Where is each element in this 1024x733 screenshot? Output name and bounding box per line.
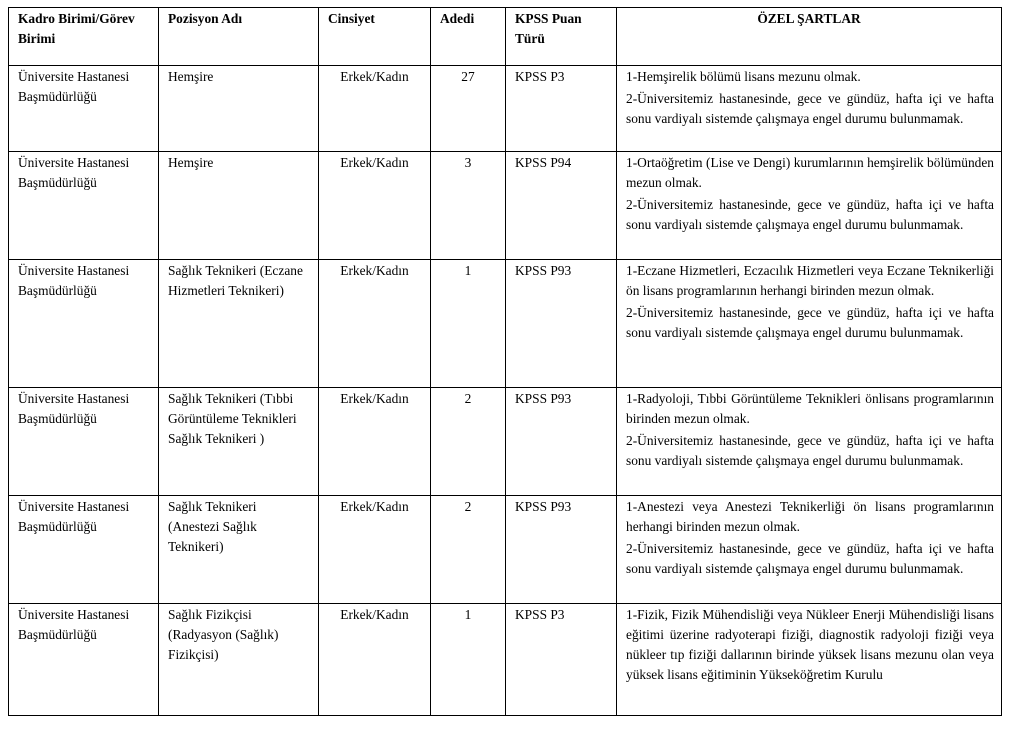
table-row (9, 260, 1002, 388)
count-cell: 1 (431, 604, 506, 716)
gender-cell: Erkek/Kadın (319, 152, 431, 260)
kpss-cell: KPSS P94 (506, 152, 617, 260)
gender-cell: Erkek/Kadın (319, 388, 431, 496)
condition-item: 1-Fizik, Fizik Mühendisliği veya Nükleer Enerji Mühendisliği lisans eğitimi üzerine radyoterapi fiziği, diagnostik radyoloji fiziği veya nükleer tıp fiziği dallarının birinde yüksek lisans mezunu olan veya yüksek lisans eğitiminin Yükseköğretim Kurulu (626, 607, 994, 682)
kpss-cell: KPSS P3 (506, 66, 617, 152)
position-cell: Hemşire (159, 152, 319, 260)
condition-item: 2-Üniversitemiz hastanesinde, gece ve gündüz, hafta içi ve hafta sonu vardiyalı sistemde çalışmaya engel durumu bulunmamak. (626, 541, 994, 576)
condition-item: 2-Üniversitemiz hastanesinde, gece ve gündüz, hafta içi ve hafta sonu vardiyalı sistemde çalışmaya engel durumu bulunmamak. (626, 91, 994, 126)
kpss-cell: KPSS P93 (506, 260, 617, 388)
position-cell: Sağlık Teknikeri (Anestezi Sağlık Teknikeri) (159, 496, 319, 604)
gender-cell: Erkek/Kadın (319, 496, 431, 604)
table-row (9, 388, 1002, 496)
gender-cell: Erkek/Kadın (319, 66, 431, 152)
gender-cell: Erkek/Kadın (319, 604, 431, 716)
header-gender: Cinsiyet (319, 8, 431, 66)
header-unit: Kadro Birimi/Görev Birimi (9, 8, 159, 66)
positions-table (8, 7, 1002, 716)
conditions-cell (617, 260, 1002, 388)
conditions-cell (617, 66, 1002, 152)
kpss-cell: KPSS P3 (506, 604, 617, 716)
condition-item: 1-Radyoloji, Tıbbi Görüntüleme Teknikleri önlisans programlarının birinden mezun olmak. (626, 391, 994, 426)
position-cell: Sağlık Teknikeri (Eczane Hizmetleri Teknikeri) (159, 260, 319, 388)
condition-item: 1-Anestezi veya Anestezi Teknikerliği ön lisans programlarının herhangi birinden mezun olmak. (626, 499, 994, 534)
condition-item: 2-Üniversitemiz hastanesinde, gece ve gündüz, hafta içi ve hafta sonu vardiyalı sistemde çalışmaya engel durumu bulunmamak. (626, 433, 994, 468)
count-cell: 2 (431, 496, 506, 604)
header-kpss: KPSS Puan Türü (506, 8, 617, 66)
kpss-cell: KPSS P93 (506, 388, 617, 496)
position-cell: Sağlık Fizikçisi (Radyasyon (Sağlık) Fizikçisi) (159, 604, 319, 716)
table-row (9, 66, 1002, 152)
count-cell: 2 (431, 388, 506, 496)
conditions-cell (617, 152, 1002, 260)
unit-cell: Üniversite Hastanesi Başmüdürlüğü (9, 604, 159, 716)
table-row (9, 152, 1002, 260)
count-cell: 27 (431, 66, 506, 152)
count-cell: 3 (431, 152, 506, 260)
table-row (9, 496, 1002, 604)
condition-item: 1-Eczane Hizmetleri, Eczacılık Hizmetleri veya Eczane Teknikerliği ön lisans programlarının herhangi birinden mezun olmak. (626, 263, 994, 298)
header-position: Pozisyon Adı (159, 8, 319, 66)
header-count: Adedi (431, 8, 506, 66)
condition-item: 2-Üniversitemiz hastanesinde, gece ve gündüz, hafta içi ve hafta sonu vardiyalı sistemde çalışmaya engel durumu bulunmamak. (626, 305, 994, 340)
unit-cell: Üniversite Hastanesi Başmüdürlüğü (9, 388, 159, 496)
table-header-row (9, 8, 1002, 66)
count-cell: 1 (431, 260, 506, 388)
condition-item: 1-Hemşirelik bölümü lisans mezunu olmak. (626, 69, 861, 84)
header-conditions: ÖZEL ŞARTLAR (617, 8, 1002, 66)
condition-item: 1-Ortaöğretim (Lise ve Dengi) kurumlarının hemşirelik bölümünden mezun olmak. (626, 155, 994, 190)
conditions-cell (617, 496, 1002, 604)
gender-cell: Erkek/Kadın (319, 260, 431, 388)
conditions-cell (617, 604, 1002, 716)
unit-cell: Üniversite Hastanesi Başmüdürlüğü (9, 496, 159, 604)
unit-cell: Üniversite Hastanesi Başmüdürlüğü (9, 260, 159, 388)
position-cell: Sağlık Teknikeri (Tıbbi Görüntüleme Teknikleri Sağlık Teknikeri ) (159, 388, 319, 496)
kpss-cell: KPSS P93 (506, 496, 617, 604)
table-row (9, 604, 1002, 716)
condition-item: 2-Üniversitemiz hastanesinde, gece ve gündüz, hafta içi ve hafta sonu vardiyalı sistemde çalışmaya engel durumu bulunmamak. (626, 197, 994, 232)
unit-cell: Üniversite Hastanesi Başmüdürlüğü (9, 66, 159, 152)
position-cell: Hemşire (159, 66, 319, 152)
conditions-cell (617, 388, 1002, 496)
unit-cell: Üniversite Hastanesi Başmüdürlüğü (9, 152, 159, 260)
